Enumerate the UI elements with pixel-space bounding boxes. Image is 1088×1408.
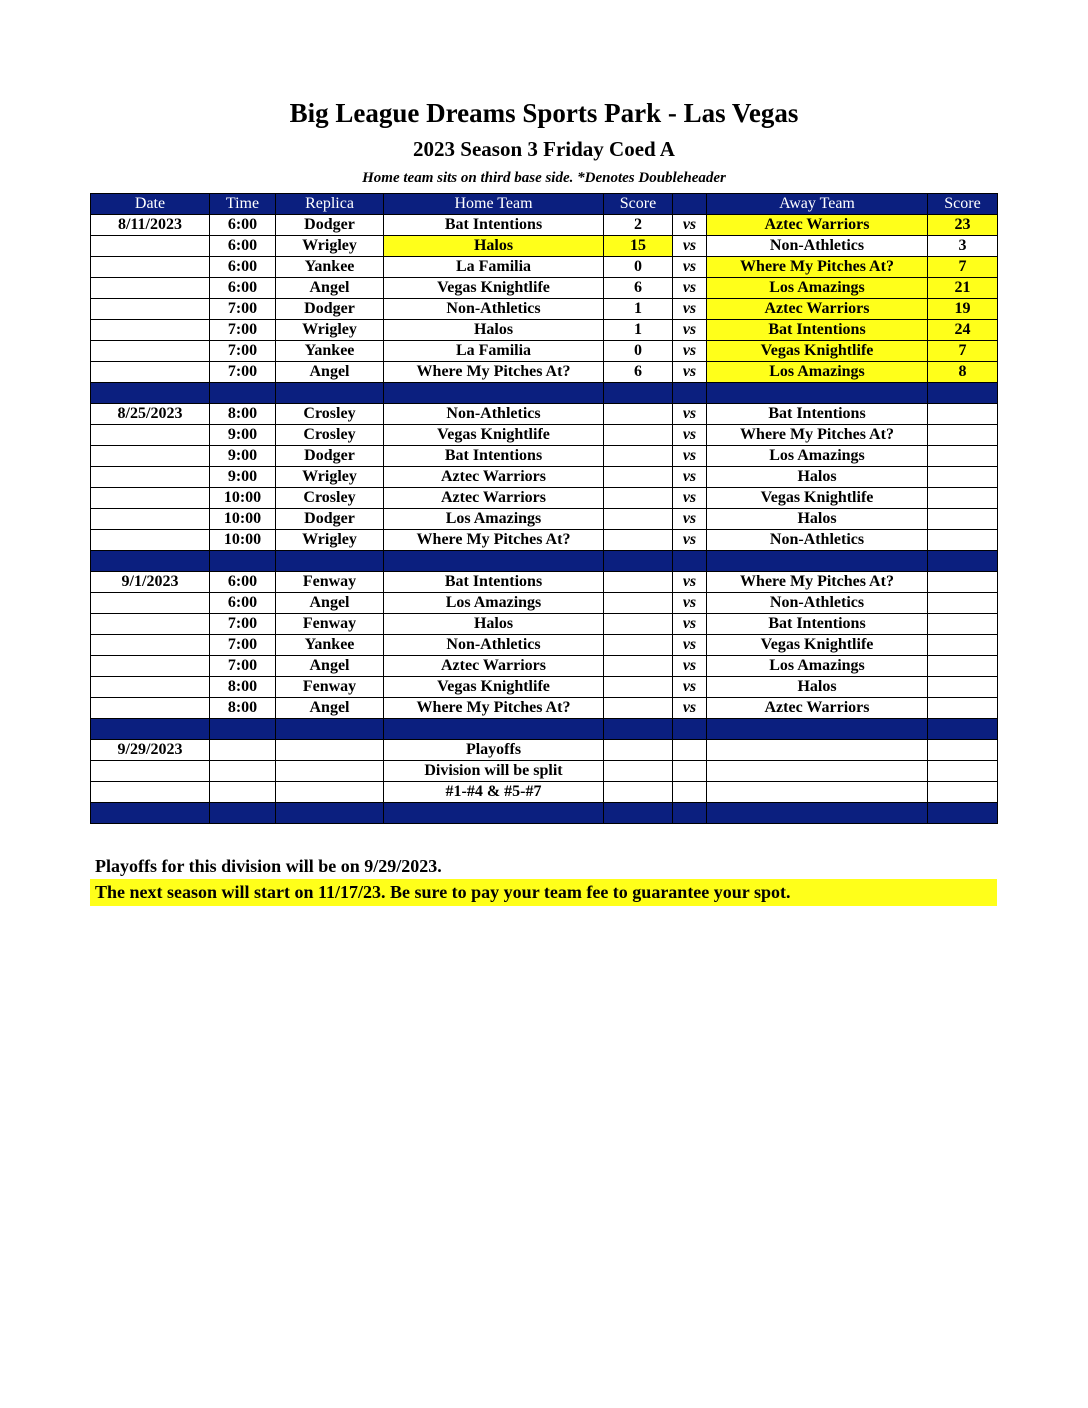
header-row: [91, 194, 998, 215]
away-score-cell: [928, 425, 998, 446]
game-row: [91, 320, 998, 341]
away-team-cell: Los Amazings: [707, 656, 928, 677]
header-replica: Replica: [276, 194, 384, 215]
vs-cell: vs: [673, 320, 707, 341]
vs-cell: vs: [673, 425, 707, 446]
date-cell: [91, 614, 210, 635]
separator-cell: [91, 551, 210, 572]
time-cell: 6:00: [210, 257, 276, 278]
away-score-cell: 19: [928, 299, 998, 320]
home-team-cell: Where My Pitches At?: [384, 530, 604, 551]
away-team-cell: Vegas Knightlife: [707, 488, 928, 509]
replica-cell: Angel: [276, 593, 384, 614]
separator-cell: [604, 719, 673, 740]
game-row: [91, 467, 998, 488]
replica-cell: Dodger: [276, 446, 384, 467]
away-team-cell: Non-Athletics: [707, 593, 928, 614]
separator-cell: [210, 719, 276, 740]
home-team-cell: Where My Pitches At?: [384, 362, 604, 383]
home-score-cell: [604, 635, 673, 656]
time-cell: 6:00: [210, 278, 276, 299]
home-team-cell: #1-#4 & #5-#7: [384, 782, 604, 803]
home-team-cell: Division will be split: [384, 761, 604, 782]
game-row: [91, 761, 998, 782]
away-score-cell: [928, 467, 998, 488]
replica-cell: Dodger: [276, 215, 384, 236]
time-cell: 8:00: [210, 404, 276, 425]
time-cell: [210, 782, 276, 803]
time-cell: 9:00: [210, 467, 276, 488]
replica-cell: Yankee: [276, 635, 384, 656]
separator-cell: [276, 803, 384, 824]
game-row: [91, 656, 998, 677]
separator-cell: [276, 551, 384, 572]
away-score-cell: [928, 530, 998, 551]
date-cell: [91, 257, 210, 278]
game-row: [91, 488, 998, 509]
header-home-score: Score: [604, 194, 673, 215]
separator-cell: [91, 719, 210, 740]
vs-cell: vs: [673, 236, 707, 257]
game-row: [91, 299, 998, 320]
replica-cell: Angel: [276, 656, 384, 677]
game-row: [91, 614, 998, 635]
away-score-cell: [928, 782, 998, 803]
game-row: [91, 593, 998, 614]
separator-cell: [91, 383, 210, 404]
game-row: [91, 341, 998, 362]
home-score-cell: [604, 446, 673, 467]
vs-cell: vs: [673, 677, 707, 698]
time-cell: 6:00: [210, 572, 276, 593]
vs-cell: vs: [673, 362, 707, 383]
date-cell: [91, 635, 210, 656]
separator-cell: [673, 719, 707, 740]
replica-cell: Crosley: [276, 488, 384, 509]
home-team-cell: La Familia: [384, 341, 604, 362]
home-team-cell: Halos: [384, 236, 604, 257]
separator-cell: [384, 383, 604, 404]
replica-cell: [276, 740, 384, 761]
home-team-cell: Playoffs: [384, 740, 604, 761]
page-subtitle: 2023 Season 3 Friday Coed A: [413, 137, 675, 161]
date-cell: [91, 341, 210, 362]
separator-cell: [210, 383, 276, 404]
date-cell: [91, 446, 210, 467]
date-cell: [91, 509, 210, 530]
vs-cell: vs: [673, 404, 707, 425]
date-cell: [91, 425, 210, 446]
vs-cell: vs: [673, 215, 707, 236]
date-cell: [91, 698, 210, 719]
vs-cell: vs: [673, 446, 707, 467]
separator-cell: [604, 551, 673, 572]
date-cell: [91, 278, 210, 299]
separator-cell: [928, 551, 998, 572]
home-team-cell: Bat Intentions: [384, 215, 604, 236]
away-score-cell: [928, 614, 998, 635]
schedule-note: Home team sits on third base side. *Denotes Doubleheader: [362, 170, 726, 186]
separator-cell: [91, 803, 210, 824]
home-team-cell: Los Amazings: [384, 593, 604, 614]
replica-cell: Wrigley: [276, 236, 384, 257]
date-cell: 8/25/2023: [91, 404, 210, 425]
home-score-cell: 1: [604, 299, 673, 320]
replica-cell: Fenway: [276, 677, 384, 698]
time-cell: 7:00: [210, 614, 276, 635]
home-score-cell: 0: [604, 257, 673, 278]
replica-cell: [276, 782, 384, 803]
home-score-cell: [604, 614, 673, 635]
away-score-cell: [928, 677, 998, 698]
home-score-cell: 6: [604, 362, 673, 383]
vs-cell: vs: [673, 530, 707, 551]
home-team-cell: Where My Pitches At?: [384, 698, 604, 719]
home-team-cell: Los Amazings: [384, 509, 604, 530]
replica-cell: Yankee: [276, 341, 384, 362]
playoffs-note: Playoffs for this division will be on 9/29/2023.: [95, 856, 442, 876]
vs-cell: vs: [673, 488, 707, 509]
game-row: [91, 404, 998, 425]
home-score-cell: [604, 467, 673, 488]
separator-cell: [604, 803, 673, 824]
home-team-cell: Aztec Warriors: [384, 488, 604, 509]
home-score-cell: [604, 761, 673, 782]
away-team-cell: Bat Intentions: [707, 614, 928, 635]
away-score-cell: 24: [928, 320, 998, 341]
away-team-cell: Aztec Warriors: [707, 215, 928, 236]
separator-cell: [384, 551, 604, 572]
replica-cell: Crosley: [276, 404, 384, 425]
date-cell: [91, 362, 210, 383]
home-team-cell: Non-Athletics: [384, 404, 604, 425]
game-row: [91, 215, 998, 236]
replica-cell: Yankee: [276, 257, 384, 278]
time-cell: 9:00: [210, 446, 276, 467]
vs-cell: vs: [673, 257, 707, 278]
home-score-cell: [604, 572, 673, 593]
time-cell: 10:00: [210, 509, 276, 530]
home-team-cell: Non-Athletics: [384, 299, 604, 320]
away-team-cell: [707, 782, 928, 803]
separator-cell: [928, 803, 998, 824]
separator-cell: [928, 719, 998, 740]
date-cell: 8/11/2023: [91, 215, 210, 236]
away-score-cell: [928, 698, 998, 719]
away-team-cell: Aztec Warriors: [707, 299, 928, 320]
game-row: [91, 572, 998, 593]
away-team-cell: Los Amazings: [707, 446, 928, 467]
time-cell: 7:00: [210, 656, 276, 677]
game-row: [91, 635, 998, 656]
date-cell: [91, 656, 210, 677]
away-team-cell: Where My Pitches At?: [707, 425, 928, 446]
replica-cell: Angel: [276, 362, 384, 383]
schedule-table: [90, 193, 998, 824]
date-cell: [91, 467, 210, 488]
home-team-cell: Bat Intentions: [384, 446, 604, 467]
vs-cell: vs: [673, 698, 707, 719]
vs-cell: vs: [673, 278, 707, 299]
separator-cell: [707, 803, 928, 824]
separator-cell: [707, 551, 928, 572]
replica-cell: Wrigley: [276, 530, 384, 551]
away-team-cell: [707, 740, 928, 761]
away-score-cell: 21: [928, 278, 998, 299]
time-cell: 8:00: [210, 698, 276, 719]
away-score-cell: 3: [928, 236, 998, 257]
separator-cell: [707, 719, 928, 740]
vs-cell: vs: [673, 593, 707, 614]
header-away-score: Score: [928, 194, 998, 215]
game-row: [91, 782, 998, 803]
away-score-cell: [928, 740, 998, 761]
away-score-cell: 7: [928, 341, 998, 362]
header-away-team: Away Team: [707, 194, 928, 215]
away-team-cell: Where My Pitches At?: [707, 572, 928, 593]
away-team-cell: [707, 761, 928, 782]
replica-cell: Fenway: [276, 572, 384, 593]
home-team-cell: Bat Intentions: [384, 572, 604, 593]
game-row: [91, 698, 998, 719]
time-cell: 10:00: [210, 488, 276, 509]
home-team-cell: Vegas Knightlife: [384, 278, 604, 299]
home-score-cell: [604, 509, 673, 530]
game-row: [91, 509, 998, 530]
schedule-body: [91, 194, 998, 824]
home-score-cell: [604, 530, 673, 551]
vs-cell: vs: [673, 614, 707, 635]
time-cell: 10:00: [210, 530, 276, 551]
replica-cell: Wrigley: [276, 320, 384, 341]
date-cell: [91, 677, 210, 698]
time-cell: 8:00: [210, 677, 276, 698]
home-score-cell: [604, 698, 673, 719]
date-cell: [91, 236, 210, 257]
separator-cell: [604, 383, 673, 404]
home-score-cell: 15: [604, 236, 673, 257]
home-team-cell: Halos: [384, 320, 604, 341]
away-score-cell: [928, 593, 998, 614]
separator-cell: [673, 803, 707, 824]
away-score-cell: [928, 509, 998, 530]
home-team-cell: Halos: [384, 614, 604, 635]
time-cell: 7:00: [210, 341, 276, 362]
game-row: [91, 236, 998, 257]
home-score-cell: 0: [604, 341, 673, 362]
game-row: [91, 677, 998, 698]
date-cell: [91, 320, 210, 341]
separator-cell: [673, 383, 707, 404]
vs-cell: vs: [673, 467, 707, 488]
home-team-cell: Vegas Knightlife: [384, 425, 604, 446]
time-cell: 7:00: [210, 299, 276, 320]
replica-cell: Dodger: [276, 299, 384, 320]
replica-cell: [276, 761, 384, 782]
separator-cell: [928, 383, 998, 404]
time-cell: [210, 740, 276, 761]
home-score-cell: 2: [604, 215, 673, 236]
date-cell: 9/1/2023: [91, 572, 210, 593]
home-score-cell: [604, 593, 673, 614]
game-row: [91, 425, 998, 446]
game-row: [91, 278, 998, 299]
away-score-cell: [928, 488, 998, 509]
home-score-cell: [604, 740, 673, 761]
vs-cell: vs: [673, 341, 707, 362]
time-cell: 6:00: [210, 215, 276, 236]
replica-cell: Angel: [276, 278, 384, 299]
home-score-cell: [604, 656, 673, 677]
away-score-cell: [928, 761, 998, 782]
home-score-cell: [604, 425, 673, 446]
time-cell: 6:00: [210, 593, 276, 614]
replica-cell: Fenway: [276, 614, 384, 635]
date-cell: [91, 761, 210, 782]
game-row: [91, 257, 998, 278]
vs-cell: [673, 740, 707, 761]
date-cell: [91, 530, 210, 551]
header-home-team: Home Team: [384, 194, 604, 215]
vs-cell: vs: [673, 572, 707, 593]
date-cell: 9/29/2023: [91, 740, 210, 761]
time-cell: 9:00: [210, 425, 276, 446]
home-score-cell: [604, 677, 673, 698]
away-score-cell: [928, 635, 998, 656]
away-team-cell: Los Amazings: [707, 362, 928, 383]
home-score-cell: [604, 404, 673, 425]
date-cell: [91, 299, 210, 320]
away-team-cell: Los Amazings: [707, 278, 928, 299]
header-time: Time: [210, 194, 276, 215]
separator-cell: [673, 551, 707, 572]
home-team-cell: Aztec Warriors: [384, 656, 604, 677]
away-score-cell: [928, 572, 998, 593]
date-cell: [91, 593, 210, 614]
separator-cell: [210, 803, 276, 824]
replica-cell: Angel: [276, 698, 384, 719]
away-score-cell: 8: [928, 362, 998, 383]
away-team-cell: Aztec Warriors: [707, 698, 928, 719]
away-team-cell: Vegas Knightlife: [707, 341, 928, 362]
separator-row: [91, 551, 998, 572]
away-score-cell: [928, 656, 998, 677]
header-date: Date: [91, 194, 210, 215]
time-cell: 6:00: [210, 236, 276, 257]
time-cell: 7:00: [210, 362, 276, 383]
replica-cell: Dodger: [276, 509, 384, 530]
separator-cell: [384, 719, 604, 740]
vs-cell: vs: [673, 509, 707, 530]
vs-cell: [673, 782, 707, 803]
game-row: [91, 362, 998, 383]
date-cell: [91, 782, 210, 803]
separator-row: [91, 383, 998, 404]
separator-row: [91, 719, 998, 740]
home-team-cell: Non-Athletics: [384, 635, 604, 656]
home-score-cell: [604, 488, 673, 509]
time-cell: [210, 761, 276, 782]
date-cell: [91, 488, 210, 509]
separator-cell: [210, 551, 276, 572]
home-team-cell: Aztec Warriors: [384, 467, 604, 488]
replica-cell: Crosley: [276, 425, 384, 446]
home-score-cell: 1: [604, 320, 673, 341]
vs-cell: vs: [673, 635, 707, 656]
header-vs: [673, 194, 707, 215]
away-team-cell: Bat Intentions: [707, 404, 928, 425]
page-title: Big League Dreams Sports Park - Las Vegas: [289, 98, 799, 128]
home-team-cell: Vegas Knightlife: [384, 677, 604, 698]
away-score-cell: 7: [928, 257, 998, 278]
vs-cell: vs: [673, 299, 707, 320]
away-team-cell: Where My Pitches At?: [707, 257, 928, 278]
time-cell: 7:00: [210, 635, 276, 656]
away-team-cell: Non-Athletics: [707, 530, 928, 551]
next-season-note: The next season will start on 11/17/23. Be sure to pay your team fee to guarantee your spot.: [90, 879, 997, 906]
away-score-cell: [928, 446, 998, 467]
separator-cell: [276, 383, 384, 404]
separator-cell: [707, 383, 928, 404]
game-row: [91, 446, 998, 467]
away-team-cell: Halos: [707, 677, 928, 698]
separator-cell: [276, 719, 384, 740]
game-row: [91, 530, 998, 551]
away-team-cell: Non-Athletics: [707, 236, 928, 257]
away-team-cell: Bat Intentions: [707, 320, 928, 341]
vs-cell: [673, 761, 707, 782]
time-cell: 7:00: [210, 320, 276, 341]
away-score-cell: 23: [928, 215, 998, 236]
game-row: [91, 740, 998, 761]
away-score-cell: [928, 404, 998, 425]
vs-cell: vs: [673, 656, 707, 677]
replica-cell: Wrigley: [276, 467, 384, 488]
away-team-cell: Halos: [707, 509, 928, 530]
home-team-cell: La Familia: [384, 257, 604, 278]
away-team-cell: Halos: [707, 467, 928, 488]
separator-cell: [384, 803, 604, 824]
home-score-cell: 6: [604, 278, 673, 299]
home-score-cell: [604, 782, 673, 803]
separator-row: [91, 803, 998, 824]
away-team-cell: Vegas Knightlife: [707, 635, 928, 656]
